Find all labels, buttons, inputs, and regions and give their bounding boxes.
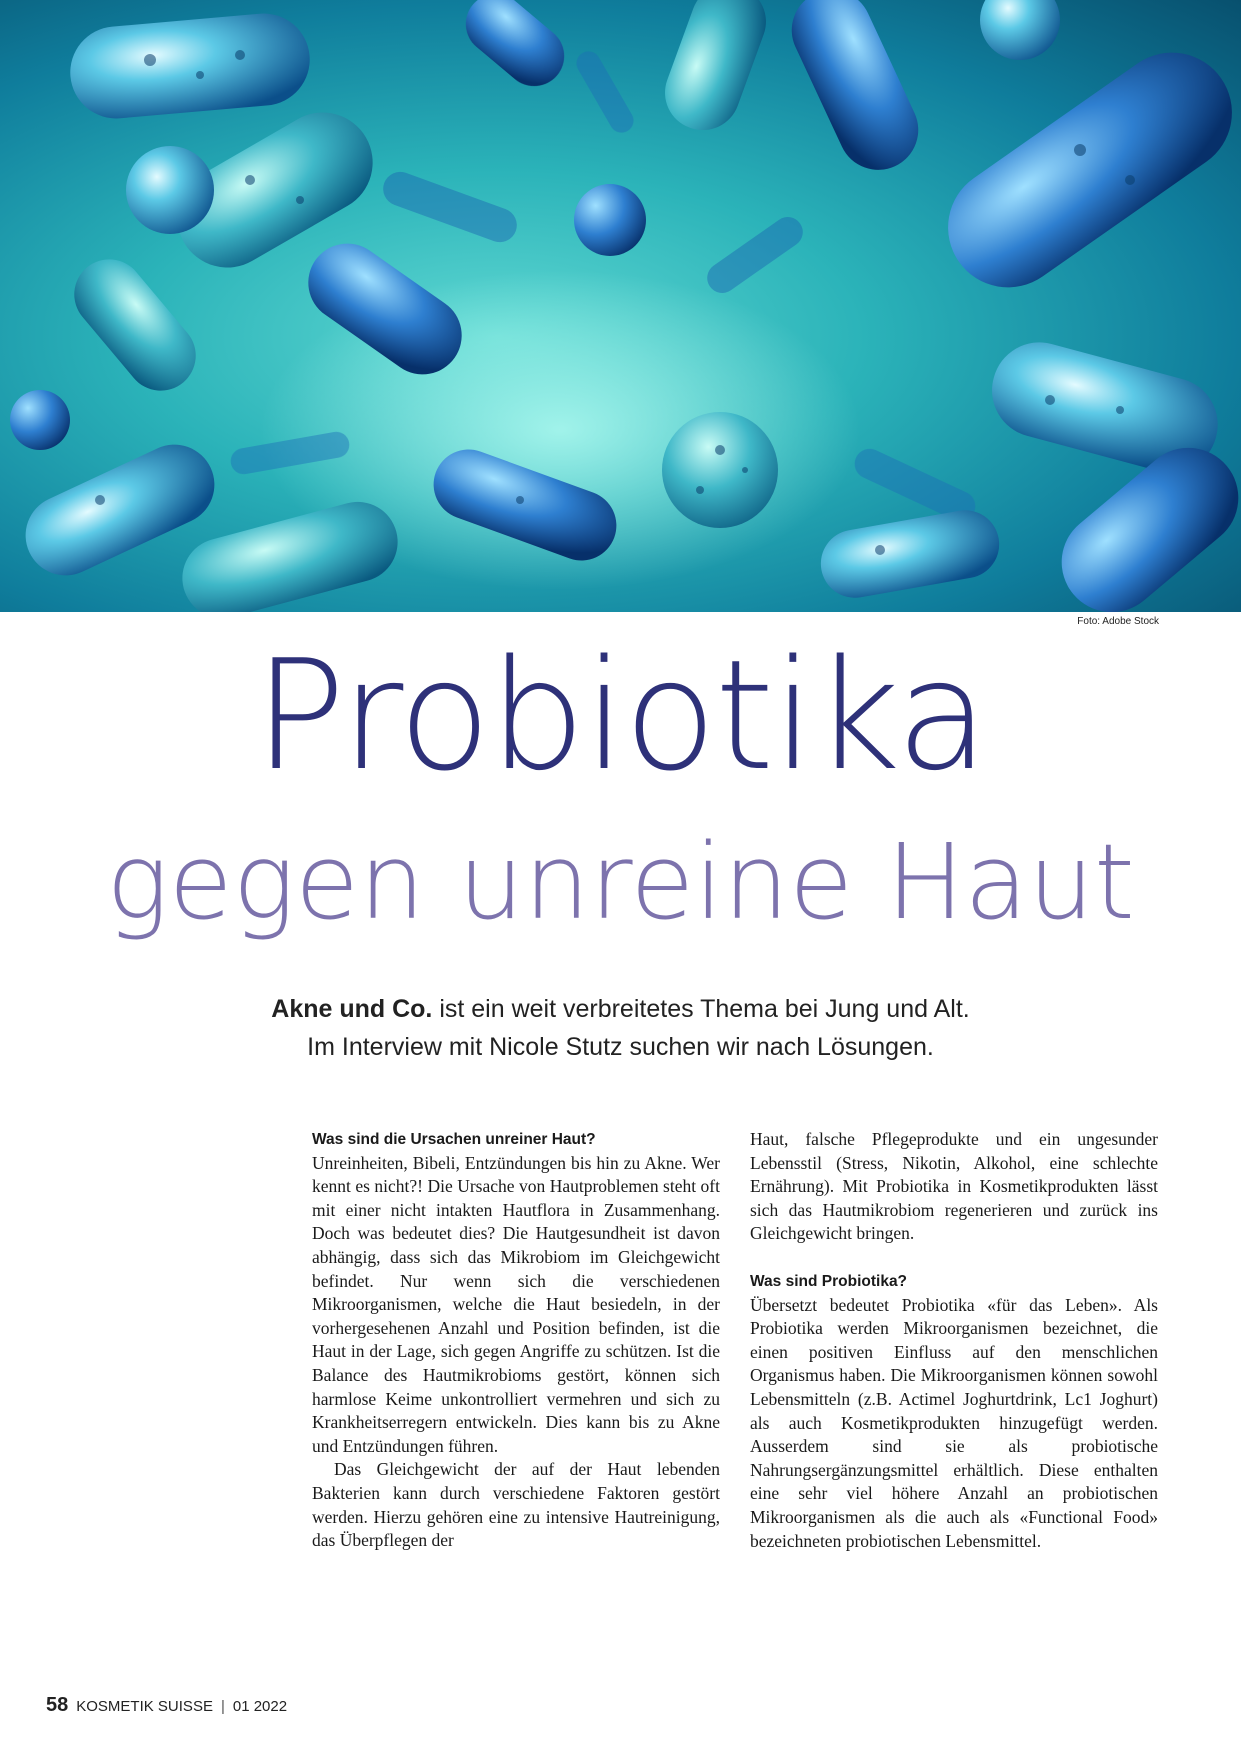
question-heading: Was sind Probiotika?: [750, 1272, 908, 1290]
lead-line-2: Im Interview mit Nicole Stutz suchen wir nach Lösungen.: [307, 1033, 934, 1061]
headline: Probiotika: [253, 627, 988, 804]
page-number: 58: [46, 1694, 69, 1716]
magazine-name: KOSMETIK SUISSE: [76, 1698, 213, 1715]
subheadline: gegen unreine Haut: [106, 821, 1135, 943]
lead-text: [0, 990, 1241, 1066]
photo-credit: Foto: Adobe Stock: [1077, 616, 1159, 627]
article-column-left: [312, 1128, 720, 1553]
paragraph: Das Gleichgewicht der auf der Haut lebenden Bakterien kann durch verschiedene Faktoren gestört werden. Hierzu gehören eine zu intensive Hautreinigung, das Überpflegen der: [312, 1459, 720, 1551]
spacer: [750, 1246, 1158, 1270]
footer-separator: |: [220, 1698, 225, 1715]
paragraph: Unreinheiten, Bibeli, Entzündungen bis hin zu Akne. Wer kennt es nicht?! Die Ursache von Hautproblemen steht oft mit einer nicht intakten Hautflora in Zusammenhang. Doch was bedeutet dies? Die Hautgesundheit ist davon abhängig, dass sich das Mikrobiom im Gleichgewicht befindet. Nur wenn sich die verschiedenen Mikroorganismen, welche die Haut besiedeln, in der vorhergesehenen Anzahl und Position befinden, ist die Haut in der Lage, sich gegen Angriffe zu schützen. Ist die Balance des Hautmikrobioms gestört, können sich harmlose Keime unkontrolliert vermehren und sich zu Krankheitserregern entwickeln. Dies kann bis zu Akne und Entzündungen führen.: [312, 1152, 720, 1456]
page-footer: [46, 1694, 287, 1717]
lead-bold: Akne und Co.: [271, 995, 433, 1023]
lead-line-1: [0, 990, 1241, 1028]
issue-label: 01 2022: [232, 1698, 288, 1715]
paragraph: Übersetzt bedeutet Probiotika «für das Leben». Als Probiotika werden Mikroorganismen bezeichnet, die einen positiven Einfluss auf den menschlichen Organismus haben. Die Mikroorganismen können sowohl Lebensmitteln (z.B. Actimel Joghurtdrink, Lc1 Joghurt) als auch Kosmetikprodukten hinzugefügt werden. Ausserdem sind sie als probiotische Nahrungsergänzungsmittel erhältlich. Diese enthalten eine sehr viel höhere Anzahl an probiotischen Mikroorganismen als die auch als «Functional Food» bezeichneten probiotischen Lebensmittel.: [750, 1294, 1158, 1551]
bacteria-illustration: [0, 0, 1241, 612]
lead-rest: ist ein weit verbreitetes Thema bei Jung und Alt.: [432, 995, 970, 1023]
hero-image: [0, 0, 1241, 612]
question-heading: Was sind die Ursachen unreiner Haut?: [312, 1131, 596, 1148]
article-column-right: [750, 1128, 1158, 1553]
paragraph: Haut, falsche Pflegeprodukte und ein ungesunder Lebensstil (Stress, Nikotin, Alkohol, eine schlechte Ernährung). Mit Probiotika in Kosmetikprodukten lässt sich das Hautmikrobiom regenerieren und zurück ins Gleichgewicht bringen.: [750, 1129, 1158, 1244]
